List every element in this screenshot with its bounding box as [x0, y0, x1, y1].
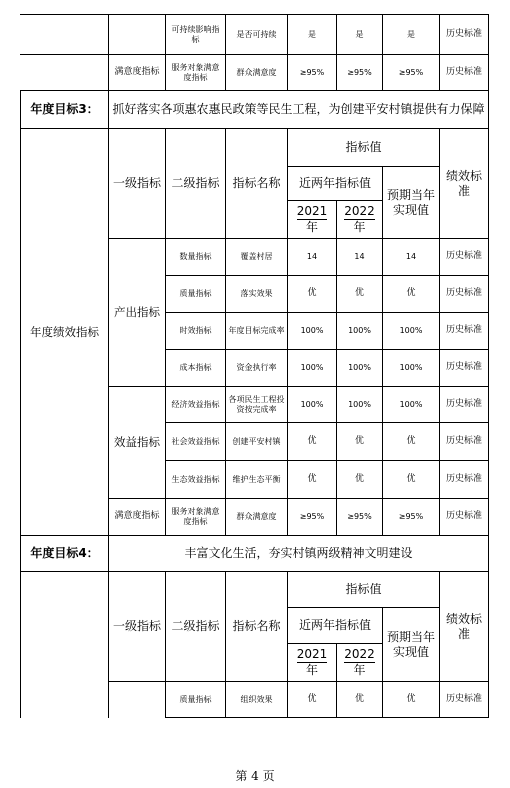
cell-v2: 是 [337, 15, 383, 55]
header-name: 指标名称 [226, 572, 288, 682]
header-value: 指标值 [288, 129, 440, 167]
cell-std: 历史标准 [440, 499, 489, 536]
cell-l1: 产出指标 [109, 239, 166, 387]
header-name: 指标名称 [226, 129, 288, 239]
cell-name: 覆盖村居 [226, 239, 288, 276]
table-row [21, 15, 489, 55]
cell-v1: 优 [288, 461, 337, 499]
cell-v3: 优 [383, 682, 440, 718]
cell-std: 历史标准 [440, 682, 489, 718]
cell-v3: ≥95% [383, 55, 440, 91]
cell-v1: 优 [288, 276, 337, 313]
cell-v3: 优 [383, 461, 440, 499]
cell-v3: 100% [383, 313, 440, 350]
cell-v3: 100% [383, 387, 440, 423]
cell-name: 资金执行率 [226, 350, 288, 387]
cell-l1: 满意度指标 [109, 499, 166, 536]
header-level1: 一级指标 [109, 129, 166, 239]
cell-std: 历史标准 [440, 15, 489, 55]
cell-v3: 14 [383, 239, 440, 276]
cell-std: 历史标准 [440, 239, 489, 276]
header-value: 指标值 [288, 572, 440, 608]
cell-name: 创建平安村镇 [226, 423, 288, 461]
cell-std: 历史标准 [440, 423, 489, 461]
cell-v3: 优 [383, 276, 440, 313]
cell-v2: ≥95% [337, 499, 383, 536]
cell-name: 群众满意度 [226, 499, 288, 536]
cell-v1: 优 [288, 423, 337, 461]
cell-l2: 质量指标 [166, 276, 226, 313]
side-cell [21, 572, 109, 718]
cell-v3: ≥95% [383, 499, 440, 536]
cell-v2: ≥95% [337, 55, 383, 91]
cell-name: 维护生态平衡 [226, 461, 288, 499]
goal-text: 抓好落实各项惠农惠民政策等民生工程，为创建平安村镇提供有力保障 [109, 91, 489, 129]
cell-std: 历史标准 [440, 387, 489, 423]
header-expected: 预期当年实现值 [383, 608, 440, 682]
cell-v1: 100% [288, 313, 337, 350]
cell-v2: 优 [337, 461, 383, 499]
table-row [21, 55, 489, 91]
cell-l2: 时效指标 [166, 313, 226, 350]
cell-v1: ≥95% [288, 499, 337, 536]
cell-name: 组织效果 [226, 682, 288, 718]
cell-v1: 是 [288, 15, 337, 55]
cell-l2: 经济效益指标 [166, 387, 226, 423]
cell-v1: 14 [288, 239, 337, 276]
header-year2: 2022 年 [337, 644, 383, 682]
cell-v2: 100% [337, 313, 383, 350]
cell-l1: 效益指标 [109, 387, 166, 499]
header-row [21, 129, 489, 167]
cell-v3: 优 [383, 423, 440, 461]
cell-std: 历史标准 [440, 350, 489, 387]
cell-v1: 100% [288, 387, 337, 423]
header-year2: 2022 年 [337, 201, 383, 239]
goal-label: 年度目标4： [21, 536, 109, 572]
cell-l2: 服务对象满意度指标 [166, 55, 226, 91]
cell-v1: 优 [288, 682, 337, 718]
cell-std: 历史标准 [440, 313, 489, 350]
header-standard: 绩效标准 [440, 572, 489, 682]
cell-v2: 100% [337, 387, 383, 423]
cell-v2: 优 [337, 423, 383, 461]
page-number: 第 4 页 [235, 769, 275, 783]
cell-v2: 优 [337, 276, 383, 313]
cell-l2: 服务对象满意度指标 [166, 499, 226, 536]
cell-l2: 质量指标 [166, 682, 226, 718]
cell-l2: 生态效益指标 [166, 461, 226, 499]
cell-v1: ≥95% [288, 55, 337, 91]
header-recent: 近两年指标值 [288, 608, 383, 644]
cell-v3: 是 [383, 15, 440, 55]
header-expected: 预期当年实现值 [383, 167, 440, 239]
cell-v3: 100% [383, 350, 440, 387]
cell-v2: 100% [337, 350, 383, 387]
header-level2: 二级指标 [166, 572, 226, 682]
goal-label: 年度目标3： [21, 91, 109, 129]
cell-v2: 14 [337, 239, 383, 276]
cell-name: 落实效果 [226, 276, 288, 313]
cell-std: 历史标准 [440, 55, 489, 91]
cell-std: 历史标准 [440, 276, 489, 313]
goal-row [21, 536, 489, 572]
cell-v2: 优 [337, 682, 383, 718]
cell-std: 历史标准 [440, 461, 489, 499]
cell-l2: 成本指标 [166, 350, 226, 387]
header-recent: 近两年指标值 [288, 167, 383, 201]
cell-l1: 满意度指标 [109, 55, 166, 91]
header-standard: 绩效标准 [440, 129, 489, 239]
goal-text: 丰富文化生活，夯实村镇两级精神文明建设 [109, 536, 489, 572]
annual-performance-label: 年度绩效指标 [21, 129, 109, 536]
cell-l2: 社会效益指标 [166, 423, 226, 461]
goal-row [21, 91, 489, 129]
header-level1: 一级指标 [109, 572, 166, 682]
cell-l2: 可持续影响指标 [166, 15, 226, 55]
header-year1: 2021 年 [288, 644, 337, 682]
performance-table [20, 14, 489, 718]
header-year1: 2021 年 [288, 201, 337, 239]
cell-l2: 数量指标 [166, 239, 226, 276]
cell-name: 是否可持续 [226, 15, 288, 55]
header-level2: 二级指标 [166, 129, 226, 239]
cell-name: 群众满意度 [226, 55, 288, 91]
cell-name: 年度目标完成率 [226, 313, 288, 350]
cell-name: 各项民生工程投资按完成率 [226, 387, 288, 423]
header-row [21, 572, 489, 608]
cell-v1: 100% [288, 350, 337, 387]
